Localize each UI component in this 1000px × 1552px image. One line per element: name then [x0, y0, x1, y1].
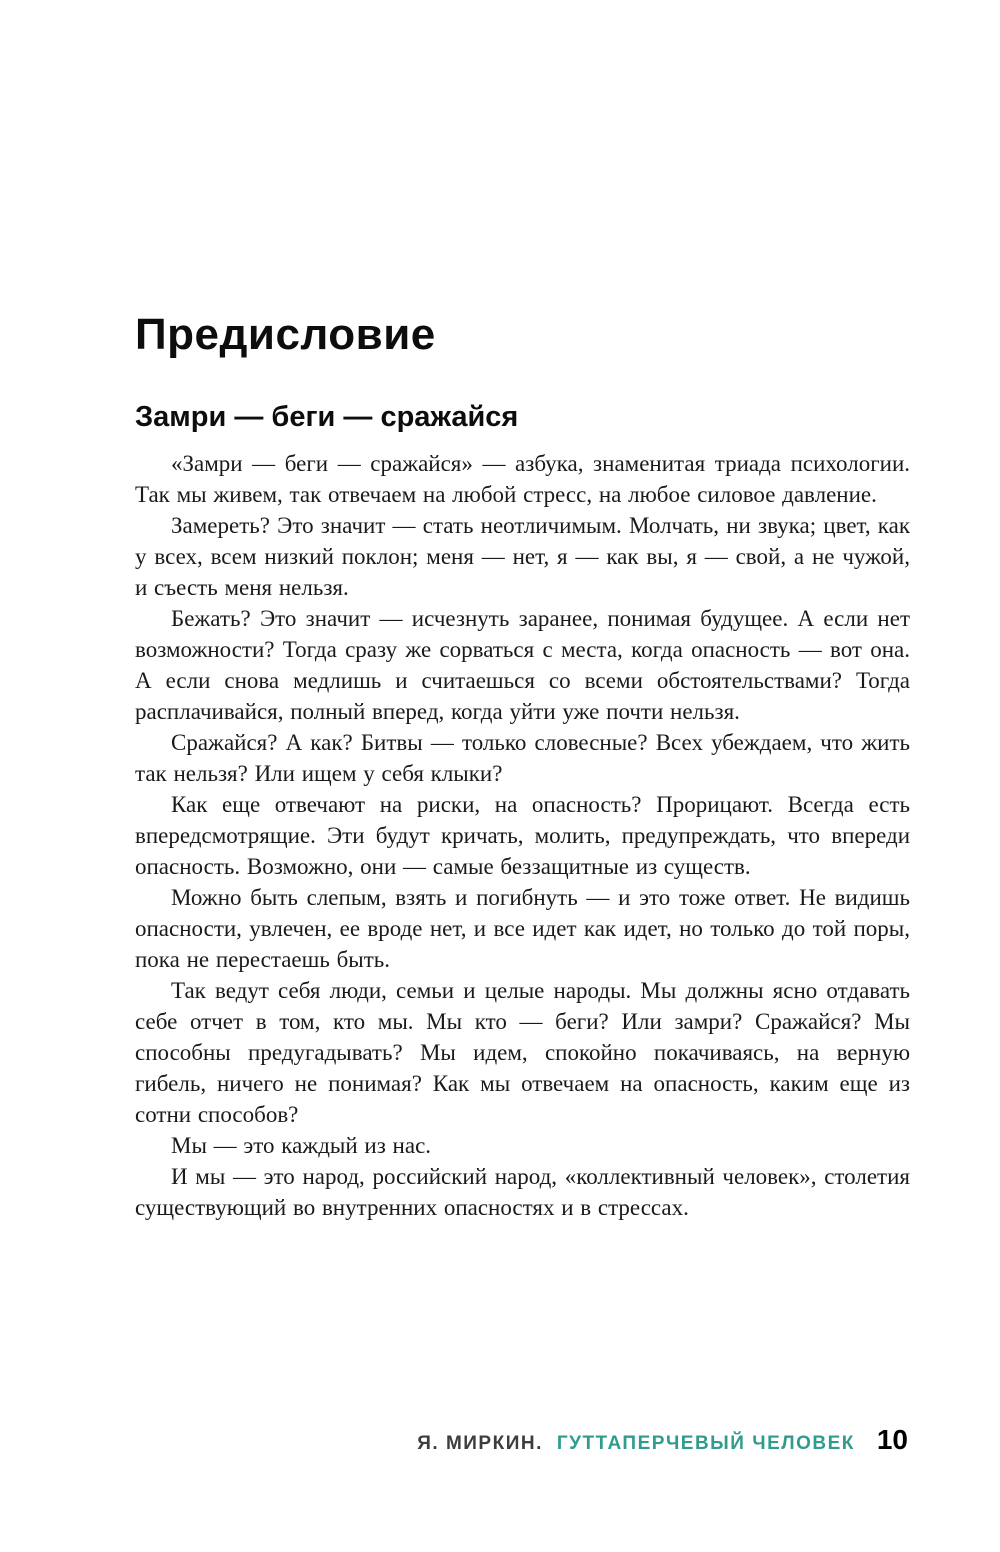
paragraph: «Замри — беги — сражайся» — азбука, знаменитая триада психологии. Так мы живем, так отвечаем на любой стресс, на любое силовое давление.	[135, 451, 910, 508]
paragraph: Как еще отвечают на риски, на опасность? Прорицают. Всегда есть впередсмотрящие. Эти будут кричать, молить, предупреждать, что впереди опасность. Возможно, они — самые беззащитные из существ.	[135, 792, 910, 880]
paragraph: Мы — это каждый из нас.	[171, 1133, 432, 1159]
footer-author: Я. МИРКИН.	[417, 1433, 543, 1454]
page-footer	[417, 1424, 908, 1456]
paragraph: Замереть? Это значит — стать неотличимым. Молчать, ни звука; цвет, как у всех, всем низкий поклон; меня — нет, я — как вы, я — свой, а не чужой, и съесть меня нельзя.	[135, 513, 910, 601]
page-content	[135, 312, 910, 1223]
paragraph: Сражайся? А как? Битвы — только словесные? Всех убеждаем, что жить так нельзя? Или ищем у себя клыки?	[135, 730, 910, 787]
paragraph: Бежать? Это значит — исчезнуть заранее, понимая будущее. А если нет возможности? Тогда сразу же сорваться с места, когда опасность — вот она. А если снова медлишь и считаешься со всеми обстоятельствами? Тогда расплачивайся, полный вперед, когда уйти уже почти нельзя.	[135, 606, 910, 725]
footer-book-title: ГУТТАПЕРЧЕВЫЙ ЧЕЛОВЕК	[556, 1433, 855, 1454]
paragraph: Можно быть слепым, взять и погибнуть — и это тоже ответ. Не видишь опасности, увлечен, ее вроде нет, и все идет как идет, но только до той поры, пока не перестаешь быть.	[135, 885, 910, 973]
section-heading: Замри — беги — сражайся	[135, 401, 519, 434]
paragraph: Так ведут себя люди, семьи и целые народы. Мы должны ясно отдавать себе отчет в том, кто мы. Мы кто — беги? Или замри? Сражайся? Мы способны предугадывать? Мы идем, спокойно покачиваясь, на верную гибель, ничего не понимая? Как мы отвечаем на опасность, каким еще из сотни способов?	[135, 978, 910, 1128]
chapter-title: Предисловие	[135, 310, 436, 359]
body-text	[135, 448, 910, 1223]
paragraph: И мы — это народ, российский народ, «коллективный человек», столетия существующий во внутренних опасностях и в стрессах.	[135, 1164, 910, 1221]
page-number: 10	[876, 1424, 908, 1455]
